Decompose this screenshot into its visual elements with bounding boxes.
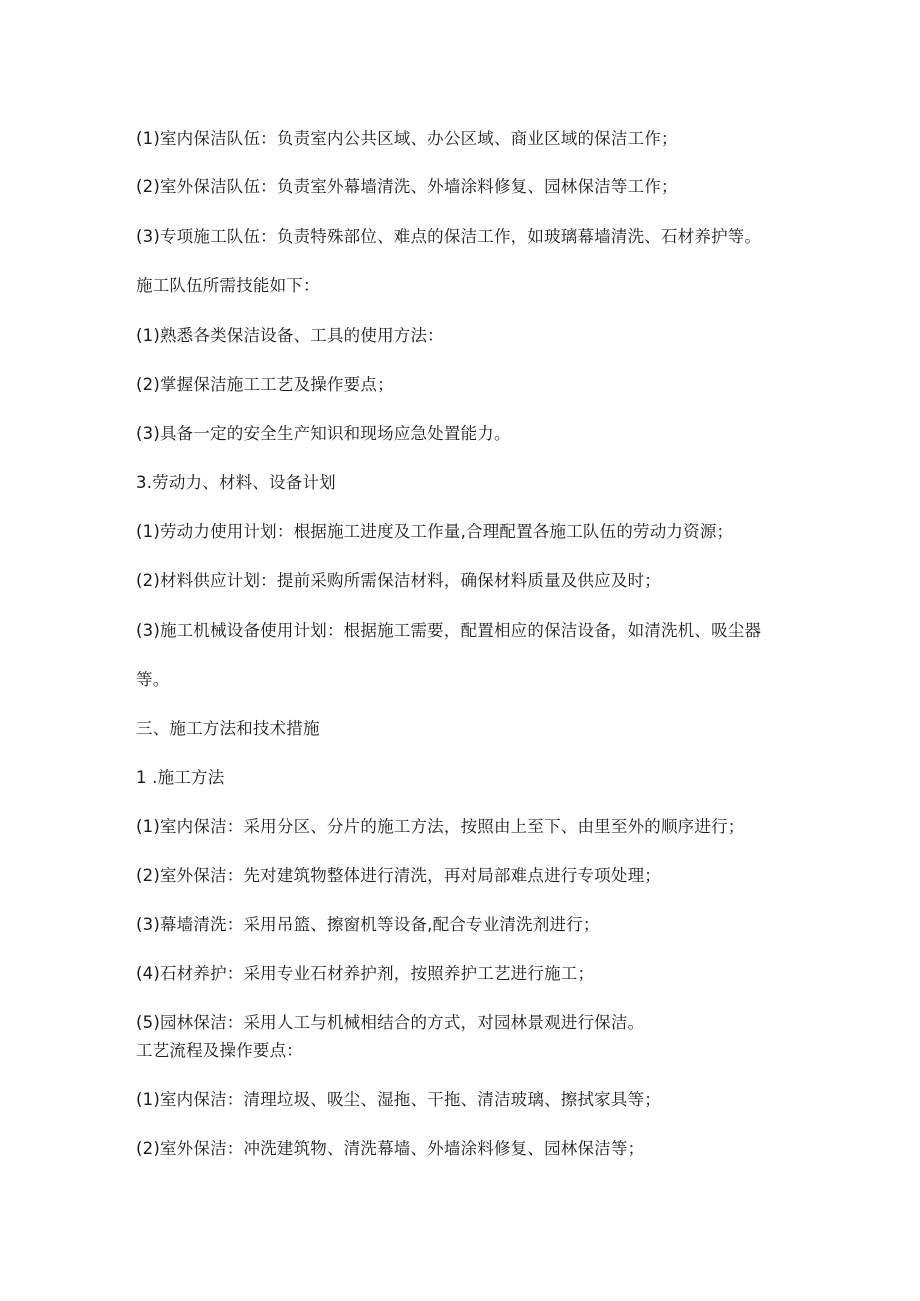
text-line: 施工队伍所需技能如下：	[136, 276, 320, 295]
text-line: (2)掌握保洁施工工艺及操作要点；	[136, 375, 394, 394]
text-line: (1)熟悉各类保洁设备、工具的使用方法：	[136, 326, 444, 345]
section-heading: 3.劳动力、材料、设备计划	[136, 473, 336, 492]
text-line: (3)专项施工队伍：负责特殊部位、难点的保洁工作，如玻璃幕墙清洗、石材养护等。	[136, 227, 762, 246]
section-heading: 1 .施工方法	[136, 768, 225, 787]
text-line: (2)材料供应计划：提前采购所需保洁材料，确保材料质量及供应及时；	[136, 571, 661, 590]
text-line: (1)劳动力使用计划：根据施工进度及工作量,合理配置各施工队伍的劳动力资源；	[136, 522, 734, 541]
text-line: (5)园林保洁：采用人工与机械相结合的方式，对园林景观进行保洁。	[136, 1013, 645, 1032]
subheading: 工艺流程及操作要点：	[136, 1041, 303, 1060]
text-line: (1)室内保洁：采用分区、分片的施工方法，按照由上至下、由里至外的顺序进行；	[136, 817, 745, 836]
text-line: 等。	[136, 670, 170, 689]
text-line: (4)石材养护：采用专业石材养护剂，按照养护工艺进行施工；	[136, 964, 595, 983]
text-line: (3)具备一定的安全生产知识和现场应急处置能力。	[136, 424, 511, 443]
text-line: (3)施工机械设备使用计划：根据施工需要，配置相应的保洁设备，如清洗机、吸尘器	[136, 621, 762, 640]
text-line: (2)室外保洁：先对建筑物整体进行清洗，再对局部难点进行专项处理；	[136, 866, 661, 885]
text-line: (2)室外保洁：冲洗建筑物、清洗幕墙、外墙涂料修复、园林保洁等；	[136, 1139, 645, 1158]
chapter-heading: 三、施工方法和技术措施	[136, 719, 320, 738]
text-line: (1)室内保洁队伍：负责室内公共区域、办公区域、商业区域的保洁工作；	[136, 129, 678, 148]
text-line: (2)室外保洁队伍：负责室外幕墙清洗、外墙涂料修复、园林保洁等工作；	[136, 177, 678, 196]
text-line: (1)室内保洁：清理垃圾、吸尘、湿拖、干拖、清洁玻璃、擦拭家具等；	[136, 1090, 661, 1109]
text-line: (3)幕墙清洗：采用吊篮、擦窗机等设备,配合专业清洗剂进行；	[136, 915, 600, 934]
